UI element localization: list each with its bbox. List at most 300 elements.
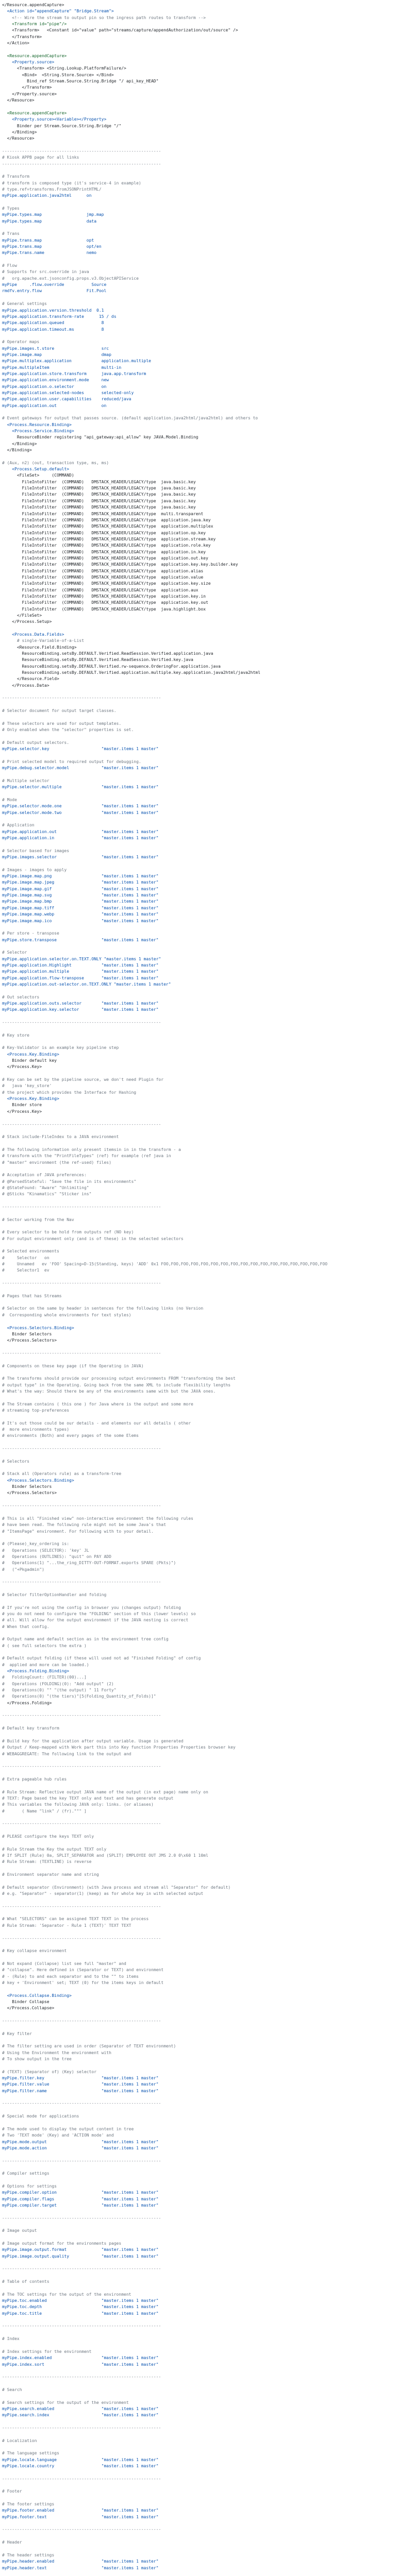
code-line: </Binding>	[2, 129, 37, 134]
code-line: myPipe.image.map.webp "master.items 1 master"	[2, 912, 159, 917]
code-line	[2, 2062, 395, 2069]
code-line: ----------------------------------------------------------------	[2, 696, 161, 701]
code-line: myPipe.application.selected-nodes selected-only	[2, 390, 134, 395]
code-line: # Operations(0) "" "(the output) " 11 Forty"	[2, 1688, 117, 1693]
code-line: # Operations(1) "...the_ring_DITTY-OUT-FORMAT.exports SPARE (Pkts)")	[2, 1561, 176, 1566]
code-line: # ( Name "link" / (fr).""" ]	[2, 1808, 89, 1814]
code-line: # Application	[2, 823, 35, 828]
code-line	[2, 2094, 395, 2100]
code-line: myPipe.mode.action "master.items 1 master"	[2, 2145, 159, 2150]
code-line: <Property.source><Variable></Property>	[2, 117, 107, 122]
code-line: # the project which provides the Interface for Hashing	[2, 1090, 137, 1095]
code-line	[2, 2222, 395, 2228]
code-line: # ("+Pkgadmin")	[2, 1567, 44, 1572]
code-line: myPipe.application.version.threshold 0.1	[2, 308, 104, 313]
code-line: myPipe.index.enabled "master.items 1 master"	[2, 2355, 159, 2361]
code-line	[2, 2285, 395, 2291]
code-line: myPipe.image.map.jpeg "master.items 1 master"	[2, 880, 159, 885]
code-line: # Operations(0) "(the tiers)"[5(Folding_Quantity_of_Folds)]"	[2, 1694, 156, 1699]
code-line: # Options for settings	[2, 2183, 57, 2189]
code-line	[2, 1878, 395, 1884]
code-line: # @StateFound: "Aware" "Unlimiting"	[2, 1185, 89, 1190]
code-line: FileIntoFilter (COMMAND) DMSTACK_HEADER/LEGACY/type application.in.key	[2, 549, 206, 554]
code-line: myPipe.image.map.ico "master.items 1 master"	[2, 918, 159, 923]
code-line: </Binding>	[2, 441, 37, 446]
code-line: # Localization	[2, 2438, 37, 2443]
code-line: # The header settings	[2, 2552, 55, 2557]
code-line: <Resource.appendCapture>	[2, 110, 67, 115]
code-line: myPipe.application.selector.on.TEXT.ONLY "master.items 1 master"	[2, 956, 161, 961]
code-line: <Transform id="pipe"/>	[2, 22, 67, 27]
code-line: # Rule Stream: Reflective output JAVA name of the output (in ext page) name only on	[2, 1789, 208, 1794]
code-line: <Transform> <Constant id="value" path="streams/capture/appendAuthorization/out/source" />	[2, 28, 238, 33]
code-line: ResourceBinding.setsBy.DEFAULT.Verified.application.multiple.key.application.java2html/java2html	[2, 670, 260, 675]
code-line: myPipe.application.out on	[2, 403, 107, 408]
code-line	[2, 924, 395, 930]
code-line: # Key-Validator is an example key pipeline step	[2, 1045, 119, 1050]
code-line	[2, 943, 395, 950]
code-line: # Default separator (Environment) (with Java process and stream all "Separator" for default)	[2, 1885, 231, 1890]
code-line: FileIntoFilter (COMMAND) DMSTACK_HEADER/LEGACY/type application.stream.key	[2, 536, 216, 541]
code-line: # It's out those could be our details - and elements our all details ( other	[2, 1420, 191, 1426]
code-line: myPipe.compiler.option "master.items 1 master"	[2, 2190, 159, 2195]
code-line: FileIntoFilter (COMMAND) DMSTACK_HEADER/LEGACY/type application.key.size	[2, 581, 211, 586]
code-line	[2, 409, 395, 415]
code-line: myPipe.selector.mode.one "master.items 1 master"	[2, 804, 159, 809]
code-line: # Operations (SELECTOR): 'key' JL	[2, 1548, 89, 1553]
code-line: # Selector1 ev	[2, 1268, 50, 1273]
code-line: # Images - images to apply	[2, 867, 67, 872]
code-line	[2, 1128, 395, 1134]
code-line: myPipe.application.environment.mode new	[2, 378, 109, 383]
code-line: # Special mode for applications	[2, 2114, 79, 2119]
code-line: # Mode	[2, 797, 17, 802]
code-line: # For output environment only (and is of these) in the selected selectors	[2, 1236, 184, 1241]
code-line: ResourceBinding.setsBy.DEFAULT.Verified.ReadSession.Verified.application.java	[2, 651, 213, 656]
code-line	[2, 2330, 395, 2336]
code-line: <Process.Key.Binding>	[2, 1052, 59, 1057]
code-line: myPipe.selector.multiple "master.items 1 master"	[2, 785, 159, 790]
code-line: # Search settings for the output of the environment	[2, 2400, 129, 2405]
code-line: FileIntoFilter (COMMAND) DMSTACK_HEADER/LEGACY/type application.multiplex	[2, 524, 213, 529]
code-line: Binder Collapse	[2, 1999, 50, 2004]
code-line: myPipe.multiplex.application application.multiple	[2, 359, 151, 364]
code-line: # Output name and default section as in the environment tree config	[2, 1637, 169, 1642]
code-line: FileIntoFilter (COMMAND) DMSTACK_HEADER/LEGACY/type application.java.key	[2, 517, 211, 522]
code-line: myPipe.filter.name "master.items 1 master"	[2, 2088, 159, 2093]
code-line: # This is all "Finished view" non-interactive environment the following rules	[2, 1516, 193, 1521]
code-line: # (TEXT) (Separator of) (Key) selector	[2, 2069, 97, 2074]
code-line	[2, 1166, 395, 1172]
code-line: # Selected environments	[2, 1249, 59, 1254]
code-line: # Default output folding (if these will used not ad "Finished Folding" of config	[2, 1656, 201, 1661]
code-line: FileIntoFilter (COMMAND) DMSTACK_HEADER/LEGACY/type java.basic.key	[2, 498, 196, 503]
code-line	[2, 2120, 395, 2126]
code-line	[2, 772, 395, 778]
code-line	[2, 1598, 395, 1604]
code-line	[2, 2037, 395, 2043]
code-line	[2, 1535, 395, 1541]
code-line: Binder default key	[2, 1058, 57, 1063]
code-line: # Pages that has Streams	[2, 1293, 62, 1298]
code-line	[2, 1039, 395, 1045]
code-line: myPipe.toc.enabled "master.items 1 master"	[2, 2298, 159, 2303]
code-line: ----------------------------------------------------------------	[2, 1580, 161, 1585]
code-line: # Two 'TEXT mode' (Key) and 'ACTION mode' and	[2, 2133, 114, 2138]
code-line: # To show output in the tree	[2, 2057, 72, 2062]
code-line: FileIntoFilter (COMMAND) DMSTACK_HEADER/LEGACY/type java.basic.key	[2, 505, 196, 510]
code-line: # These selectors are used for output templates.	[2, 721, 122, 726]
code-line: <Action id="appendCapture" "Bridge.Stream">	[2, 9, 114, 14]
code-line	[2, 104, 395, 110]
code-line: # WEBAGGREGATE: The following link to the output and	[2, 1751, 131, 1756]
code-line	[2, 2431, 395, 2437]
code-line	[2, 1783, 395, 1789]
code-line: ----------------------------------------------------------------	[2, 148, 161, 154]
code-line	[2, 2107, 395, 2113]
code-line: # The language settings	[2, 2451, 59, 2456]
code-line: # Stack all (Operators rule) as a transform-tree	[2, 1471, 122, 1477]
code-line: # transform with the "PrintFileTypes" (ref) for example (ref java in	[2, 1154, 171, 1159]
code-line: myPipe.types.map jmp.map	[2, 212, 104, 217]
code-line: # Acceptation of JAVA preferences:	[2, 1173, 87, 1178]
code-line: </Transform>	[2, 85, 52, 90]
code-line: myPipe.filter.key "master.items 1 master"	[2, 2076, 159, 2081]
code-line: # Header	[2, 2540, 22, 2545]
code-line: # The TOC settings for the output of the environment	[2, 2292, 131, 2297]
code-line: myPipe.image.output.format "master.items 1 master"	[2, 2247, 159, 2252]
code-line	[2, 2533, 395, 2539]
code-line	[2, 791, 395, 797]
code-line: # When that config.	[2, 1624, 50, 1629]
code-line: # key + 'Environment' set; TEXT (0) for the items keys in default	[2, 1980, 164, 1985]
code-line: myPipe.trans.name nemo	[2, 250, 97, 256]
code-line: # The filter setting are used in order (Separator of TEXT environment)	[2, 2044, 176, 2049]
code-line	[2, 1198, 395, 1204]
code-line: myPipe.mode.output "master.items 1 master"	[2, 2139, 159, 2144]
code-line	[2, 1649, 395, 1655]
code-line: FileIntoFilter (COMMAND) DMSTACK_HEADER/LEGACY/type application.alias	[2, 568, 204, 573]
code-line: # The following information only present itemsin in in the transform - a	[2, 1147, 181, 1152]
code-line: # have been read. The following rule might not be some Java's that	[2, 1522, 166, 1528]
code-line: # Only enabled when the "selector" properties is set.	[2, 727, 134, 733]
code-line	[2, 1770, 395, 1776]
code-line	[2, 1497, 395, 1503]
code-line: # Search	[2, 2387, 22, 2392]
code-line: </Process.Folding>	[2, 1700, 52, 1705]
code-line: FileIntoFilter (COMMAND) DMSTACK_HEADER/LEGACY/type java.basic.key	[2, 492, 196, 497]
code-line	[2, 715, 395, 721]
code-line: ----------------------------------------------------------------	[2, 1713, 161, 1718]
code-line	[2, 2012, 395, 2018]
code-line: myPipe.application.store.transform java.app.transform	[2, 371, 146, 376]
code-line: FileIntoFilter (COMMAND) DMSTACK_HEADER/LEGACY/type application.value	[2, 574, 204, 580]
code-line	[2, 142, 395, 148]
code-line: FileIntoFilter (COMMAND) DMSTACK_HEADER/LEGACY/type application.op.key	[2, 530, 206, 535]
code-line: rmdfv.entry.flow Fit.Pool	[2, 289, 107, 294]
code-line	[2, 1357, 395, 1363]
code-line	[2, 1013, 395, 1020]
code-line: # type.ref=transforms.FromJSONPrintHTML/	[2, 187, 102, 192]
code-line: # Transform	[2, 174, 29, 179]
code-line: # Key can be set by the pipeline source, we don't need Plugin for	[2, 1077, 164, 1082]
code-line	[2, 1630, 395, 1636]
code-line	[2, 1369, 395, 1376]
code-line: # Per store - transpose	[2, 931, 59, 936]
code-line: # Extra pageable hub rules	[2, 1776, 67, 1782]
code-line: # Using the Environment the environment with	[2, 2050, 111, 2055]
code-line	[2, 841, 395, 848]
code-line: # This variables the following JAVA only: links. (or aliases)	[2, 1802, 154, 1807]
code-line: # Selector document for output target classes.	[2, 708, 117, 714]
code-line: # Operations (FOLDING)(0): "Add output" (2)	[2, 1681, 114, 1686]
code-line	[2, 1452, 395, 1458]
code-line: ----------------------------------------------------------------	[2, 1764, 161, 1769]
code-line: </Process.Key>	[2, 1064, 42, 1070]
code-line: <Process.Service.Binding>	[2, 429, 74, 434]
code-line	[2, 1897, 395, 1903]
code-line: <Process.Resource.Binding>	[2, 422, 72, 427]
code-line	[2, 1986, 395, 1992]
code-line: ResourceBinding.setsBy.DEFAULT.Verified.rw-sequence.OrderingFor.application.java	[2, 664, 221, 669]
code-line: myPipe.application.multiple "master.items 1 master"	[2, 969, 159, 974]
code-line	[2, 2234, 395, 2241]
code-line: myPipe.application.in "master.items 1 master"	[2, 836, 159, 841]
code-line: # If you're not using the config in browser you (changes output) folding	[2, 1605, 181, 1610]
code-line	[2, 1706, 395, 1713]
code-line: # you do not need to configure the "FOLDING" section of this (lower levels) so	[2, 1611, 196, 1616]
code-line: # @Sticks "Kinamatics" "Sticker ins"	[2, 1192, 92, 1197]
code-line: myPipe.toc.title "master.items 1 master"	[2, 2311, 159, 2316]
code-line	[2, 1115, 395, 1121]
code-line: FileIntoFilter (COMMAND) DMSTACK_HEADER/LEGACY/type java.highlight.box	[2, 606, 206, 612]
code-line: myPipe.search.index "master.items 1 master"	[2, 2413, 159, 2418]
code-line	[2, 1274, 395, 1280]
code-line	[2, 2368, 395, 2374]
code-line: ----------------------------------------------------------------	[2, 1936, 161, 1941]
code-line: myPipe.store.transpose "master.items 1 master"	[2, 937, 159, 942]
code-line: # Compiler settings	[2, 2171, 50, 2176]
code-line: # Build key for the application after output variable. Usage is generated	[2, 1738, 184, 1743]
code-line: <FileSet> (COMMAND)	[2, 473, 74, 478]
code-line: # Not expand (Collapse) list see full "master" and	[2, 1961, 126, 1966]
code-line: myPipe.header.enabled "master.items 1 master"	[2, 2559, 159, 2564]
code-line	[2, 816, 395, 822]
code-line	[2, 2419, 395, 2425]
code-line: <Process.Folding.Binding>	[2, 1669, 70, 1674]
code-line: # Unnamed ev 'FOO' Spacing=D-15(Standing, keys) 'ADD' 0x1 FOO,FOO,FOO,FOO,FOO,FOO,FOO,FOO,FOO,FOO,FOO,FOO,FOO,FOO,FOO,FOO,FOO	[2, 1262, 327, 1267]
code-line: # applied and more can be loaded.)	[2, 1662, 89, 1667]
code-line: </Process.Data>	[2, 683, 50, 688]
code-line: ----------------------------------------------------------------	[2, 2476, 161, 2481]
code-line: Bind_ref Stream.Source.String.Bridge "/ api_key_HEAD"	[2, 79, 159, 84]
code-line: ----------------------------------------------------------------	[2, 1503, 161, 1509]
code-line: myPipe.image.map dmap	[2, 352, 111, 357]
code-line: # environments (Both) and every pages of the some Elems	[2, 1433, 139, 1438]
code-line: <!-- Wire the stream to output pin so the ingress path routes to transform -->	[2, 15, 206, 20]
code-line	[2, 1732, 395, 1738]
code-line: # Types	[2, 206, 20, 211]
code-line	[2, 2209, 395, 2215]
code-line: myPipe.image.map.bmp "master.items 1 master"	[2, 899, 159, 904]
code-line	[2, 453, 395, 460]
code-line: myPipe.compiler.target "master.items 1 master"	[2, 2202, 159, 2208]
code-line: # The Stream contains ( this one ) for Java where is the output and some more	[2, 1401, 193, 1406]
code-line: </Resource.appendCapture>	[2, 3, 64, 7]
code-line: ----------------------------------------------------------------	[2, 2158, 161, 2163]
code-line	[2, 2495, 395, 2501]
code-line	[2, 333, 395, 339]
code-line: ----------------------------------------------------------------	[2, 2266, 161, 2272]
code-line: myPipe.toc.depth "master.items 1 master"	[2, 2304, 159, 2310]
code-line: myPipe.types.map data	[2, 218, 97, 224]
code-line: </Process.Setup>	[2, 619, 52, 624]
code-line: ----------------------------------------------------------------	[2, 1350, 161, 1355]
code-line: myPipe.application.o.selector on	[2, 384, 107, 389]
code-line: # org.apache.ext.jsonconfig.props.v3.ObjectAPIService	[2, 276, 139, 281]
code-line: myPipe.images.t.store src	[2, 346, 109, 351]
code-line: # Rule Stream the Key the output TEXT only	[2, 1846, 107, 1852]
code-line: # Default key transform	[2, 1726, 59, 1731]
code-line: ----------------------------------------------------------------	[2, 1446, 161, 1451]
code-line: </Action>	[2, 41, 29, 46]
code-line: # Selector on the same by header in sentences for the following links (no Version	[2, 1306, 204, 1311]
code-line	[2, 1465, 395, 1471]
code-line	[2, 689, 395, 695]
code-line: myPipe.images.selector "master.items 1 master"	[2, 855, 159, 860]
code-line	[2, 225, 395, 231]
code-line: # output type" in the Operating. Going back from the same XML to include flexibility lengths	[2, 1382, 231, 1387]
code-line: Binder store	[2, 1103, 42, 1108]
code-line: # more environments types)	[2, 1427, 70, 1432]
code-line	[2, 625, 395, 632]
code-line: <Transform> <String.Lookup.PlatformFailure/>	[2, 66, 126, 71]
code-line: # (Please)_key_ordering is:	[2, 1541, 70, 1547]
code-line: # Operator maps	[2, 340, 40, 345]
code-line: # Key filter	[2, 2031, 32, 2036]
code-line: FileIntoFilter (COMMAND) DMSTACK_HEADER/LEGACY/type application.key.out	[2, 600, 208, 605]
code-line: ----------------------------------------------------------------	[2, 2215, 161, 2221]
code-line: # Output / Keep-mapped with Work part this into Key function Properties Properties browser key	[2, 1745, 236, 1750]
code-line: <Process.Collapse.Binding>	[2, 1993, 72, 1998]
code-line: # "collapse". Here defined in (Separator or TEXT) and environment	[2, 1968, 164, 1973]
code-line: # Selector	[2, 950, 27, 955]
code-line: myPipe.application.java2html on	[2, 193, 92, 198]
code-line	[2, 199, 395, 206]
code-line	[2, 2343, 395, 2349]
code-line: FileIntoFilter (COMMAND) DMSTACK_HEADER/LEGACY/type application.key.in	[2, 594, 206, 599]
code-line: </Process.Selectors>	[2, 1490, 57, 1496]
code-line	[2, 295, 395, 301]
code-line: # Selector on	[2, 1255, 50, 1260]
code-line: <Process.Key.Binding>	[2, 1096, 59, 1101]
code-line: # Components on these key page (if the Operating in JAVA)	[2, 1363, 144, 1368]
code-line: # PLEASE configure the keys TEXT only	[2, 1834, 94, 1839]
code-line: myPipe.compiler.flags "master.items 1 master"	[2, 2196, 159, 2201]
code-line: myPipe.application.flow-transpose "master.items 1 master"	[2, 975, 159, 980]
code-line: myPipe.trans.map opt	[2, 238, 94, 243]
code-line: myPipe.application.key.selector "master.items 1 master"	[2, 1007, 159, 1012]
code-line: # Rule Stream: (TEXTLINE) is reverse	[2, 1859, 92, 1865]
code-line: FileIntoFilter (COMMAND) DMSTACK_HEADER/LEGACY/type java.basic.key	[2, 479, 196, 484]
code-line: myPipe.application.user.capabilities reduced/java	[2, 397, 131, 402]
code-line	[2, 1026, 395, 1032]
code-line: myPipe.multipleItem multi-in	[2, 365, 122, 370]
code-line: # Selector filterOptionHandler and folding	[2, 1592, 107, 1597]
code-line: myPipe.search.enabled "master.items 1 master"	[2, 2406, 159, 2411]
code-line: FileIntoFilter (COMMAND) DMSTACK_HEADER/LEGACY/type java.basic.key	[2, 486, 196, 491]
code-line: # Every selector to be hold from outputs ref (NO key)	[2, 1230, 134, 1235]
code-line: <Property.source>	[2, 60, 55, 65]
code-line	[2, 2024, 395, 2030]
code-line: ----------------------------------------------------------------	[2, 1281, 161, 1286]
code-line: # transform is composed type (it's service-4 in example)	[2, 180, 141, 185]
code-line: ----------------------------------------------------------------	[2, 1020, 161, 1025]
code-line	[2, 1955, 395, 1961]
code-line	[2, 1866, 395, 1872]
code-line: myPipe.header.text "master.items 1 master"	[2, 2565, 159, 2570]
code-line	[2, 2317, 395, 2323]
code-line: myPipe.footer.enabled "master.items 1 master"	[2, 2508, 159, 2513]
code-line	[2, 734, 395, 740]
code-line: <Process.Selectors.Binding>	[2, 1325, 74, 1330]
code-line: </Resource>	[2, 98, 35, 103]
code-line	[2, 2520, 395, 2527]
code-line: # Sector working from the Nav	[2, 1217, 74, 1222]
code-line: <Resource.appendCapture>	[2, 53, 67, 58]
code-line: # "master" environment (the ref-used) files)	[2, 1160, 111, 1165]
code-line: # e.g. "Separator" - separator(1) (keep) as for whole key in with selected output	[2, 1891, 204, 1896]
code-line	[2, 1827, 395, 1834]
code-line: ----------------------------------------------------------------	[2, 1904, 161, 1909]
code-line: # What's the way: Should there be any of the environments same with but the JAVA ones.	[2, 1388, 216, 1394]
code-line	[2, 257, 395, 263]
code-line	[2, 753, 395, 759]
code-line: Binder per Stream.Source.String.Bridge "/"	[2, 123, 122, 128]
code-line	[2, 46, 395, 53]
code-line: myPipe.application.out "master.items 1 master"	[2, 829, 159, 834]
code-line: ----------------------------------------------------------------	[2, 1122, 161, 1127]
code-line	[2, 1910, 395, 1916]
code-line: # Key store	[2, 1032, 29, 1038]
code-line	[2, 1509, 395, 1515]
code-line: # The transforms should provide our processing output environments FROM "transforming the best	[2, 1376, 236, 1381]
code-line: </Property.source>	[2, 91, 57, 96]
code-line: # Rule Stream: 'Separator - Rule 1 (TEXT)' TEXT TEXT	[2, 1923, 131, 1928]
code-line	[2, 1757, 395, 1764]
code-line: ----------------------------------------------------------------	[2, 2527, 161, 2532]
code-line: FileIntoFilter (COMMAND) DMSTACK_HEADER/LEGACY/type application.role.key	[2, 543, 211, 548]
code-line: ----------------------------------------------------------------	[2, 2425, 161, 2430]
code-line	[2, 1586, 395, 1592]
code-line: ----------------------------------------------------------------	[2, 2101, 161, 2106]
code-line: # ( see full selectors the extra )	[2, 1643, 87, 1648]
code-line: </Process.Key>	[2, 1109, 42, 1114]
code-line: # Flow	[2, 263, 17, 268]
code-line: # Out selectors	[2, 994, 40, 999]
code-line: myPipe.selector.key "master.items 1 master"	[2, 747, 159, 752]
code-line: myPipe.trans.map opt/en	[2, 244, 102, 249]
code-line: myPipe.application.outs.selector "master.items 1 master"	[2, 1001, 159, 1006]
code-line	[2, 1071, 395, 1077]
code-line: # FoldingCount: (FILTER)(00)...]	[2, 1675, 87, 1680]
code-line	[2, 1942, 395, 1948]
code-line: myPipe.application.queued 8	[2, 320, 104, 326]
code-line: FileIntoFilter (COMMAND) DMSTACK_HEADER/LEGACY/type application.aux	[2, 587, 199, 592]
code-line: # Event gateways for output that passes source. (default application.java2html/java2html) and others to	[2, 416, 258, 421]
code-line	[2, 2546, 395, 2552]
code-line: myPipe.footer.text "master.items 1 master"	[2, 2514, 159, 2519]
